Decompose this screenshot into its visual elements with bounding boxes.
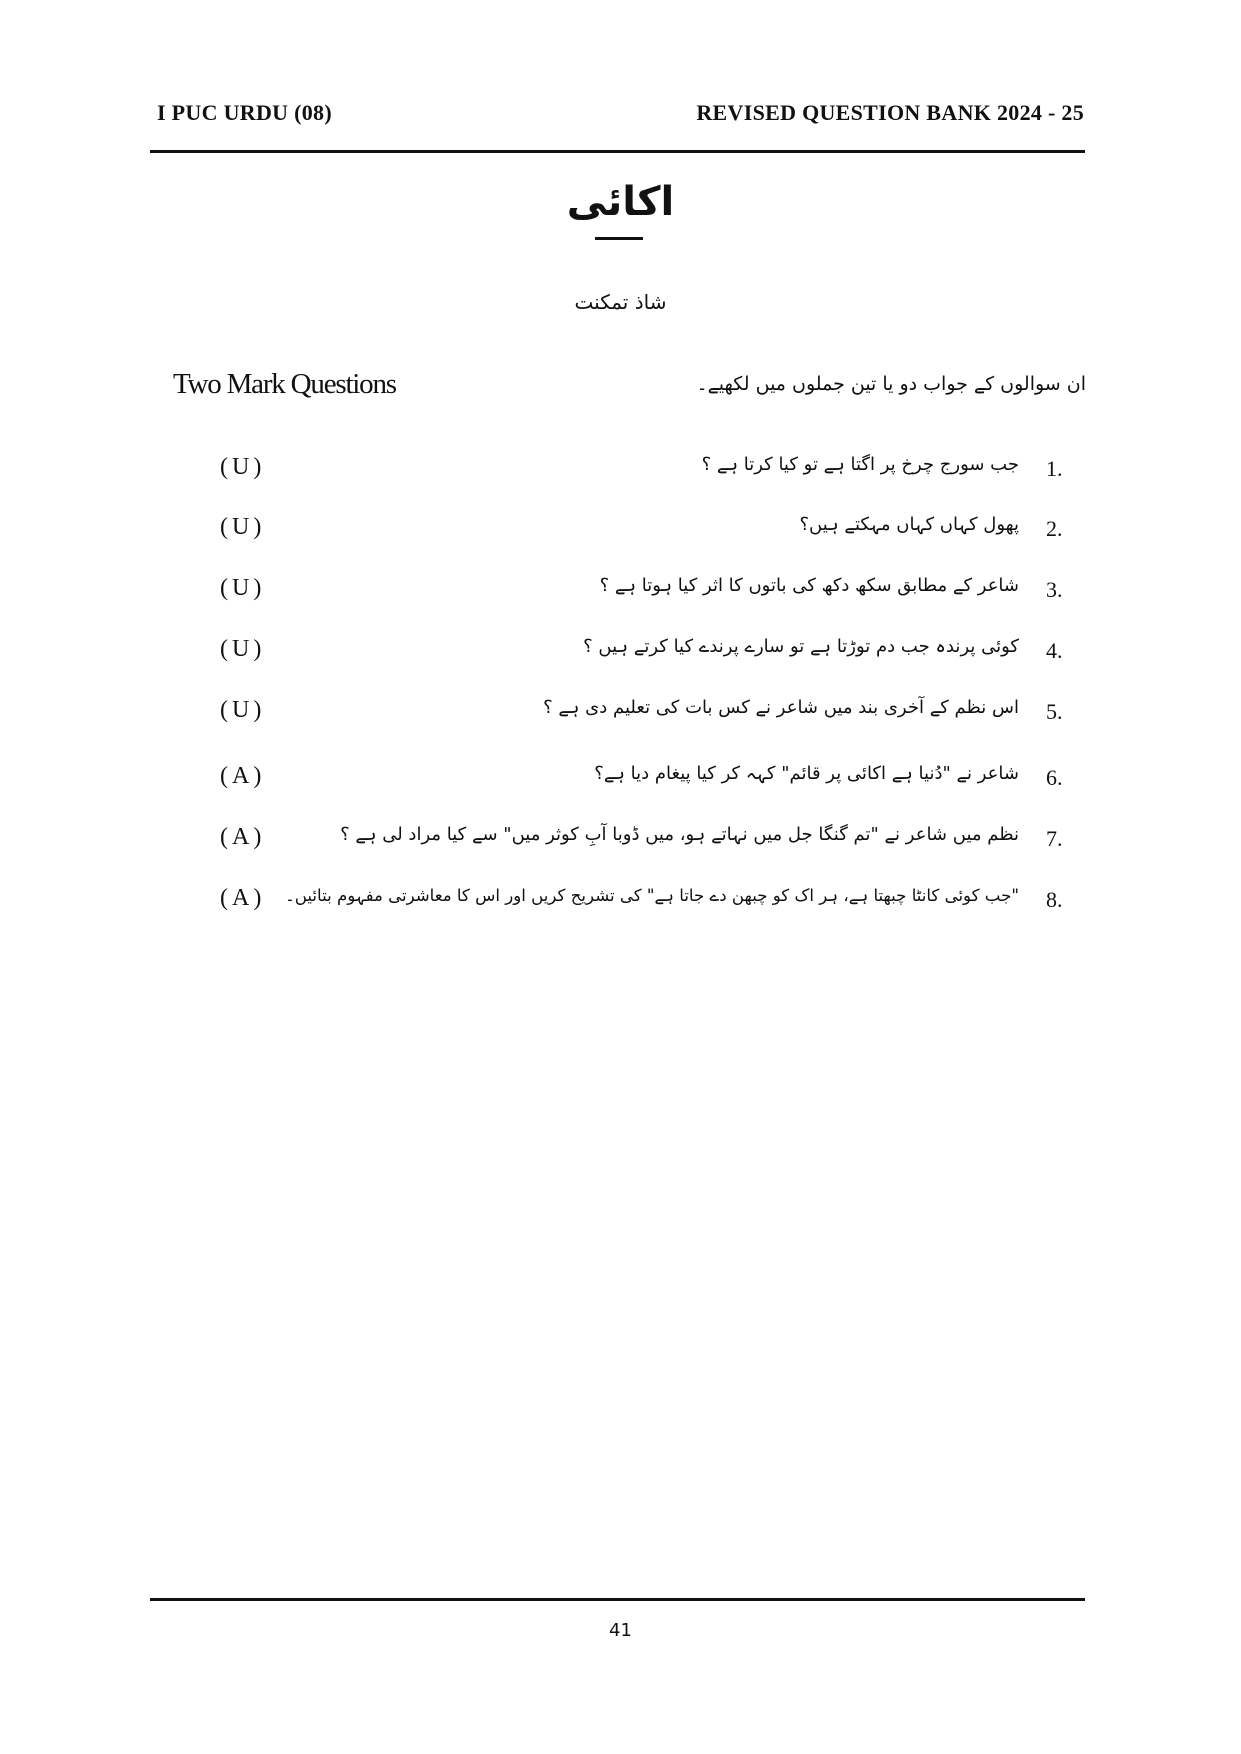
question-item <box>0 448 1241 488</box>
question-level: (A) <box>220 824 266 850</box>
page-number: 41 <box>609 1620 632 1641</box>
header-divider <box>150 150 1085 153</box>
chapter-title: اکائی <box>566 179 675 225</box>
question-text: پھول کہاں کہاں مہکتے ہیں؟ <box>799 514 1019 535</box>
question-level: (U) <box>220 697 266 723</box>
question-level: (U) <box>220 575 266 601</box>
header-course-title: I PUC URDU (08) <box>157 100 332 125</box>
question-text: شاعر کے مطابق سکھ دکھ کی باتوں کا اثر کیا ہوتا ہے ؟ <box>599 575 1019 596</box>
question-number: 3. <box>1046 577 1063 602</box>
question-number: 5. <box>1046 699 1063 724</box>
question-item <box>0 879 1241 919</box>
question-text: نظم میں شاعر نے "تم گنگا جل میں نہاتے ہو، میں ڈوبا آبِ کوثر میں" سے کیا مراد لی ہے ؟ <box>340 824 1019 845</box>
question-item <box>0 691 1241 731</box>
section-label: Two Mark Questions <box>173 368 396 400</box>
question-text: جب سورج چرخ پر اگتا ہے تو کیا کرتا ہے ؟ <box>701 454 1019 475</box>
section-instruction: ان سوالوں کے جواب دو یا تین جملوں میں لکھیے۔ <box>696 373 1086 395</box>
question-item <box>0 818 1241 858</box>
question-item <box>0 508 1241 548</box>
question-number: 4. <box>1046 638 1063 663</box>
question-number: 1. <box>1046 456 1063 481</box>
chapter-title-underline <box>595 237 643 240</box>
question-text: کوئی پرندہ جب دم توڑتا ہے تو سارے پرندے کیا کرتے ہیں ؟ <box>583 636 1019 657</box>
question-number: 2. <box>1046 516 1063 541</box>
question-text: "جب کوئی کانٹا چبھتا ہے، ہر اک کو چبھن دے جاتا ہے" کی تشریح کریں اور اس کا معاشرتی مفہوم بتائیں۔ <box>285 886 1019 905</box>
question-text: اس نظم کے آخری بند میں شاعر نے کس بات کی تعلیم دی ہے ؟ <box>543 697 1019 718</box>
question-level: (A) <box>220 763 266 789</box>
question-level: (U) <box>220 514 266 540</box>
header-document-title: REVISED QUESTION BANK 2024 - 25 <box>696 100 1084 125</box>
question-item <box>0 630 1241 670</box>
question-item <box>0 757 1241 797</box>
footer-divider <box>150 1598 1085 1601</box>
question-number: 8. <box>1046 887 1063 912</box>
question-number: 7. <box>1046 826 1063 851</box>
poet-name: شاذ تمکنت <box>574 290 667 314</box>
question-number: 6. <box>1046 765 1063 790</box>
question-text: شاعر نے "دُنیا ہے اکائی پر قائم" کہہ کر کیا پیغام دیا ہے؟ <box>594 763 1019 784</box>
question-item <box>0 569 1241 609</box>
question-level: (A) <box>220 885 266 911</box>
question-level: (U) <box>220 636 266 662</box>
question-level: (U) <box>220 454 266 480</box>
